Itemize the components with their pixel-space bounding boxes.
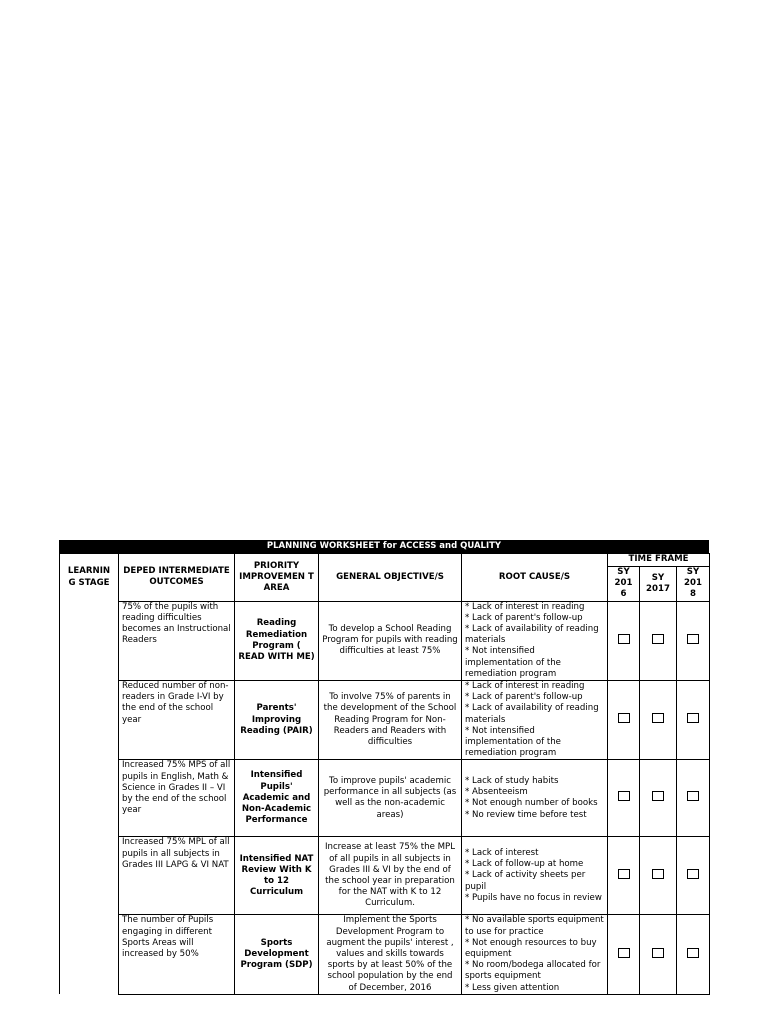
objective-cell: To develop a School Reading Program for pupils with reading difficulties at least 75% xyxy=(319,601,462,680)
priority-cell: Sports Development Program (SDP) xyxy=(235,915,319,994)
root-cause-item: * Lack of interest xyxy=(465,847,539,858)
checkbox-sy-2018[interactable] xyxy=(687,869,699,879)
checkbox-sy-2018[interactable] xyxy=(687,634,699,644)
outcome-cell: Reduced number of non-readers in Grade I-VI by the end of the school year xyxy=(119,681,235,760)
outcome-cell: 75% of the pupils with reading difficulties becomes an Instructional Readers xyxy=(119,601,235,680)
header-sy-2018: SY 201 8 xyxy=(677,567,710,602)
header-sy-2016: SY 201 6 xyxy=(608,567,640,602)
root-cause-item: * Lack of parent's follow-up xyxy=(465,612,583,623)
root-cause-item: * Lack of activity sheets per pupil xyxy=(465,870,586,892)
checkbox-sy-2017[interactable] xyxy=(652,713,664,723)
checkbox-sy-2016[interactable] xyxy=(618,791,630,801)
objective-cell: To improve pupils' academic performance in all subjects (as well as the non-academic areas) xyxy=(319,760,462,837)
learning-stage-cell xyxy=(60,601,119,994)
root-cause-item: * No room/bodega allocated for sports equipment xyxy=(465,960,601,982)
outcome-cell: Increased 75% MPL of all pupils in all subjects in Grades III LAPG & VI NAT xyxy=(119,837,235,915)
root-cause-item: * Lack of availability of reading materials xyxy=(465,624,599,646)
header-priority-area: PRIORITY IMPROVEMEN T AREA xyxy=(235,554,319,602)
worksheet-table xyxy=(59,553,710,995)
checkbox-sy-2016[interactable] xyxy=(618,948,630,958)
root-cause-item: * Lack of interest in reading xyxy=(465,681,585,692)
root-cause-item: * Lack of study habits xyxy=(465,776,559,787)
root-cause-item: * Lack of interest in reading xyxy=(465,601,585,612)
checkbox-sy-2017[interactable] xyxy=(652,791,664,801)
root-cause-item: * No available sports equipment to use for practice xyxy=(465,915,604,937)
checkbox-sy-2016[interactable] xyxy=(618,634,630,644)
checkbox-sy-2016[interactable] xyxy=(618,869,630,879)
table-row xyxy=(60,601,710,680)
checkbox-sy-2018[interactable] xyxy=(687,713,699,723)
checkbox-sy-2018[interactable] xyxy=(687,948,699,958)
checkbox-sy-2016[interactable] xyxy=(618,713,630,723)
root-cause-cell xyxy=(462,681,608,760)
table-row xyxy=(60,837,710,915)
checkbox-sy-2018[interactable] xyxy=(687,791,699,801)
root-cause-item: * Not intensified implementation of the remediation program xyxy=(465,725,561,759)
planning-worksheet xyxy=(59,540,709,995)
outcome-cell: The number of Pupils engaging in different Sports Areas will increased by 50% xyxy=(119,915,235,994)
root-cause-item: * Lack of availability of reading materials xyxy=(465,703,599,725)
root-cause-item: * Pupils have no focus in review xyxy=(465,892,602,903)
root-cause-cell xyxy=(462,601,608,680)
objective-cell: Implement the Sports Development Program to augment the pupils' interest , values and skills towards sports by at least 50% of the school population by the end of December, 2016 xyxy=(319,915,462,994)
root-cause-item: * Not enough number of books xyxy=(465,798,598,809)
root-cause-cell xyxy=(462,915,608,994)
root-cause-item: * Absenteeism xyxy=(465,787,528,798)
root-cause-item: * No review time before test xyxy=(465,809,587,820)
header-learning-stage: LEARNIN G STAGE xyxy=(60,554,119,602)
objective-cell: Increase at least 75% the MPL of all pupils in all subjects in Grades III & VI by the end of the school year in preparation for the NAT with K to 12 Curriculum. xyxy=(319,837,462,915)
priority-cell: Intensified NAT Review With K to 12 Curriculum xyxy=(235,837,319,915)
priority-cell: Parents' Improving Reading (PAIR) xyxy=(235,681,319,760)
checkbox-sy-2017[interactable] xyxy=(652,948,664,958)
checkbox-sy-2017[interactable] xyxy=(652,869,664,879)
table-row xyxy=(60,915,710,994)
table-row xyxy=(60,760,710,837)
root-cause-cell xyxy=(462,760,608,837)
objective-cell: To involve 75% of parents in the development of the School Reading Program for Non-Readers and Readers with difficulties xyxy=(319,681,462,760)
header-sy-2017: SY 2017 xyxy=(640,567,677,602)
checkbox-sy-2017[interactable] xyxy=(652,634,664,644)
root-cause-item: * Lack of follow-up at home xyxy=(465,859,584,870)
outcome-cell: Increased 75% MPS of all pupils in English, Math & Science in Grades II – VI by the end of the school year xyxy=(119,760,235,837)
root-cause-item: * Not enough resources to buy equipment xyxy=(465,937,597,960)
root-cause-cell xyxy=(462,837,608,915)
worksheet-title: PLANNING WORKSHEET for ACCESS and QUALITY xyxy=(59,540,709,553)
priority-cell: Reading Remediation Program ( READ WITH ME) xyxy=(235,601,319,680)
root-cause-item: * Not intensified implementation of the remediation program xyxy=(465,646,561,679)
header-time-frame: TIME FRAME xyxy=(608,554,710,567)
header-general-objective: GENERAL OBJECTIVE/S xyxy=(319,554,462,602)
table-row xyxy=(60,681,710,760)
header-outcomes: DEPED INTERMEDIATE OUTCOMES xyxy=(119,554,235,602)
header-root-cause: ROOT CAUSE/S xyxy=(462,554,608,602)
priority-cell: Intensified Pupils' Academic and Non-Academic Performance xyxy=(235,760,319,837)
root-cause-item: * Lack of parent's follow-up xyxy=(465,692,583,703)
root-cause-item: * Less given attention xyxy=(465,982,560,993)
